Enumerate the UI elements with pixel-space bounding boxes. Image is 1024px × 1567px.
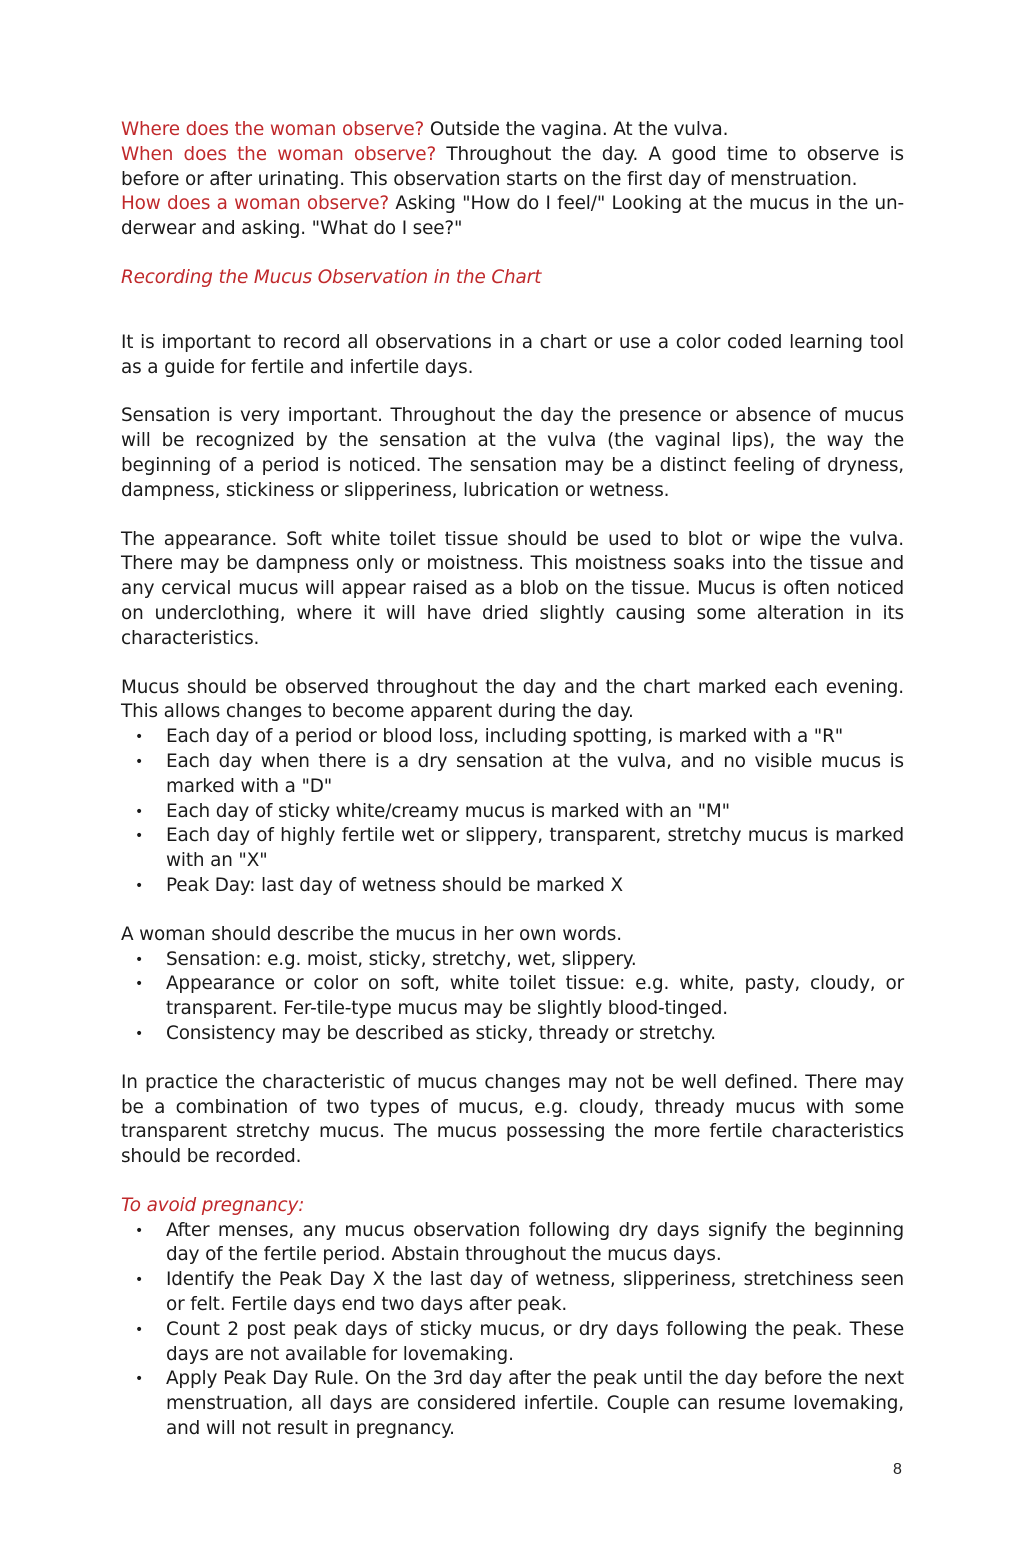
list-item-text: After menses, any mucus observation following dry days signify the beginning day of the fertile period. Abstain throughout the mucus days.: [166, 1219, 904, 1266]
list-item: [121, 824, 904, 874]
document-page: [121, 118, 904, 1442]
paragraph-describe: A woman should describe the mucus in her own words.: [121, 923, 622, 945]
qa-how-question: How does a woman observe?: [121, 193, 390, 215]
paragraph-appearance: The appearance. Soft white toilet tissue should be used to blot or wipe the vulva. There may be dampness only or moistness. This moistness soaks into the tissue and any cervical mucus will appear raised as a blob on the tissue. Mucus is often noticed on underclothing, where it will have dried slightly causing some alteration in its characteristics.: [121, 528, 904, 649]
list-item-text: Appearance or color on soft, white toilet tissue: e.g. white, pasty, cloudy, or transparent. Fer-tile-type mucus may be slightly blood-tinged.: [166, 973, 904, 1020]
qa-where-question: Where does the woman observe?: [121, 119, 425, 140]
page-number: 8: [893, 1461, 902, 1478]
list-item: [121, 750, 904, 800]
list-item: [121, 1022, 904, 1047]
list-item-text: Identify the Peak Day X the last day of wetness, slipperiness, stretchiness seen or felt. Fertile days end two days after peak.: [166, 1269, 904, 1316]
paragraph-sensation: Sensation is very important. Throughout the day the presence or absence of mucus will be recognized by the sensation at the vulva (the vaginal lips), the way the beginning of a period is noticed. The sensation may be a distinct feeling of dryness, dampness, stickiness or slipperiness, lubrication or wetness.: [121, 405, 904, 501]
list-item: [121, 948, 904, 973]
list-item-text: Peak Day: last day of wetness should be marked X: [166, 874, 623, 896]
list-item: [121, 1367, 904, 1441]
marking-list: [121, 725, 904, 899]
paragraph-observe: Mucus should be observed throughout the day and the chart marked each evening. This allows changes to become apparent during the day.: [121, 676, 904, 723]
qa-when: [121, 143, 904, 193]
list-item-text: Count 2 post peak days of sticky mucus, or dry days following the peak. These days are not available for lovemaking.: [166, 1318, 904, 1365]
bullet-icon: •: [135, 877, 144, 894]
list-item: [121, 972, 904, 1022]
list-item: [121, 725, 904, 750]
bullet-icon: •: [135, 1222, 144, 1239]
list-item-text: Each day of a period or blood loss, including spotting, is marked with a "R": [166, 726, 844, 748]
list-item: [121, 1318, 904, 1368]
qa-where: [121, 118, 904, 143]
bullet-icon: •: [135, 729, 144, 746]
bullet-icon: •: [135, 1321, 144, 1338]
bullet-icon: •: [135, 803, 144, 820]
list-item-text: Consistency may be described as sticky, thready or stretchy.: [166, 1022, 716, 1044]
qa-when-question: When does the woman observe?: [121, 143, 437, 165]
avoid-heading: To avoid pregnancy:: [121, 1194, 305, 1216]
bullet-icon: •: [135, 828, 144, 845]
list-item-text: Each day of highly fertile wet or slippery, transparent, stretchy mucus is marked with an "X": [166, 825, 904, 872]
list-item-text: Each day of sticky white/creamy mucus is marked with an "M": [166, 800, 730, 822]
qa-how: [121, 192, 904, 242]
list-item: [121, 1268, 904, 1318]
list-item: [121, 1219, 904, 1269]
paragraph-practice: In practice the characteristic of mucus changes may not be well defined. There may be a combination of two types of mucus, e.g. cloudy, thready mucus with some transparent stretchy mucus. The mucus possessing the more fertile characteristics should be recorded.: [121, 1071, 904, 1168]
qa-how-answer: Asking "How do I feel/" Looking at the mucus in the un-derwear and asking. "What do I see?": [121, 193, 904, 240]
bullet-icon: •: [135, 1272, 144, 1289]
bullet-icon: •: [135, 976, 144, 993]
list-item-text: Apply Peak Day Rule. On the 3rd day after the peak until the day before the next menstruation, all days are considered infertile. Couple can resume lovemaking, and will not result in pregnancy.: [166, 1368, 904, 1440]
section-heading: Recording the Mucus Observation in the Chart: [121, 266, 542, 288]
qa-when-answer: Throughout the day. A good time to observe is before or after urinating. This observation starts on the first day of menstruation.: [121, 143, 904, 190]
describe-list: [121, 948, 904, 1047]
list-item-text: Sensation: e.g. moist, sticky, stretchy, wet, slippery.: [166, 948, 637, 970]
bullet-icon: •: [135, 951, 144, 968]
list-item: [121, 800, 904, 825]
bullet-icon: •: [135, 1025, 144, 1042]
qa-where-answer: Outside the vagina. At the vulva.: [424, 119, 729, 140]
bullet-icon: •: [135, 753, 144, 770]
list-item: [121, 874, 904, 899]
bullet-icon: •: [135, 1371, 144, 1388]
paragraph-record: It is important to record all observations in a chart or use a color coded learning tool as a guide for fertile and infertile days.: [121, 331, 904, 378]
list-item-text: Each day when there is a dry sensation at the vulva, and no visible mucus is marked with a "D": [166, 750, 904, 797]
avoid-list: [121, 1219, 904, 1442]
